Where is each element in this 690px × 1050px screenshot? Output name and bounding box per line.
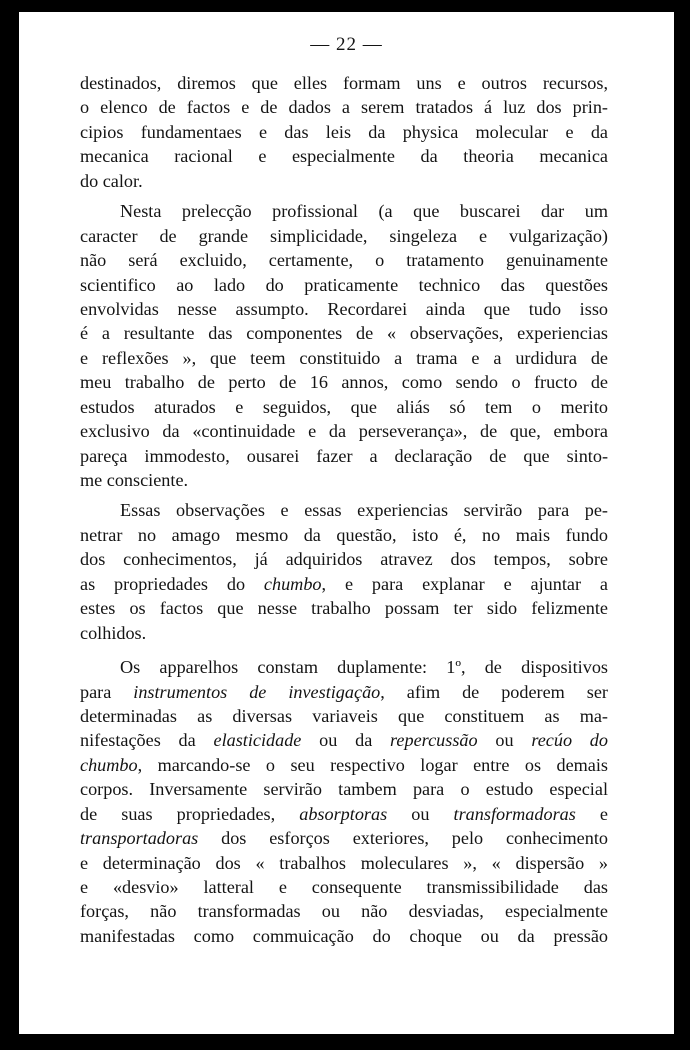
text-line: colhidos. (80, 622, 147, 643)
book-page (19, 12, 674, 1034)
text-line: e determinação dos « trabalhos moleculares », « dispersão » (80, 852, 608, 873)
text-line: estes os factos que nesse trabalho possam ter sido felizmente (80, 598, 608, 619)
text-line: pareça immodesto, ousarei fazer a declaração de que sinto- (80, 445, 608, 466)
text-line: Nesta prelecção profissional (a que buscarei dar um (120, 201, 608, 222)
text-line: netrar no amago mesmo da questão, isto é, no mais fundo (80, 524, 608, 545)
paragraph (80, 199, 608, 492)
text-line: forças, não transformadas ou não desviadas, especialmente (80, 901, 608, 922)
text-line: determinadas as diversas variaveis que constituem as ma- (80, 705, 608, 726)
text-line: Os apparelhos constam duplamente: 1º, de dispositivos (120, 657, 608, 678)
text-line: scientifico ao lado do praticamente technico das questões (80, 274, 608, 295)
text-line: e «desvio» latteral e consequente transmissibilidade das (80, 877, 608, 897)
text-line: mecanica racional e especialmente da theoria mecanica (80, 146, 608, 167)
text-line: e reflexões », que teem constituido a trama e a urdidura de (80, 347, 608, 368)
text-line: é a resultante das componentes de « observações, experiencias (80, 323, 608, 344)
text-line: as propriedades do chumbo, e para explanar e ajuntar a (80, 573, 608, 594)
page-number: — 22 — (310, 34, 383, 55)
text-line: nifestações da elasticidade ou da repercussão ou recúo do (80, 730, 608, 751)
text-line: estudos aturados e seguidos, que aliás só tem o merito (80, 396, 608, 417)
text-line: chumbo, marcando-se o seu respectivo logar entre os demais (80, 754, 608, 775)
paragraph (80, 71, 608, 193)
text-line: manifestadas como commuicação do choque ou da pressão (80, 925, 608, 946)
text-line: cipios fundamentaes e das leis da physica molecular e da (80, 121, 608, 142)
text-line: não será excluido, certamente, o tratamento genuinamente (80, 250, 608, 271)
text-line: caracter de grande simplicidade, singeleza e vulgarização) (80, 225, 608, 246)
text-line: dos conhecimentos, já adquiridos atravez dos tempos, sobre (80, 549, 608, 570)
text-line: o elenco de factos e de dados a serem tratados á luz dos prin- (80, 97, 608, 118)
text-line: meu trabalho de perto de 16 annos, como sendo o fructo de (80, 372, 608, 393)
text-line: de suas propriedades, absorptoras ou transformadoras e (80, 803, 609, 824)
text-line: do calor. (80, 170, 143, 191)
paragraph (80, 655, 608, 948)
text-line: Essas observações e essas experiencias servirão para pe- (120, 500, 608, 521)
text-line: transportadoras dos esforços exteriores, pelo conhecimento (80, 828, 608, 849)
text-line: exclusivo da «continuidade e da perseverança», de que, embora (80, 421, 608, 442)
paragraph (80, 498, 608, 645)
paragraph-gap (80, 645, 608, 655)
text-line: destinados, diremos que elles formam uns e outros recursos, (80, 73, 608, 93)
body-text (80, 71, 608, 948)
text-line: envolvidas nesse assumpto. Recordarei ainda que tudo isso (80, 298, 608, 319)
text-line: me consciente. (80, 470, 189, 490)
text-line: para instrumentos de investigação, afim de poderem ser (80, 681, 608, 702)
text-line: corpos. Inversamente servirão tambem para o estudo especial (80, 779, 608, 800)
